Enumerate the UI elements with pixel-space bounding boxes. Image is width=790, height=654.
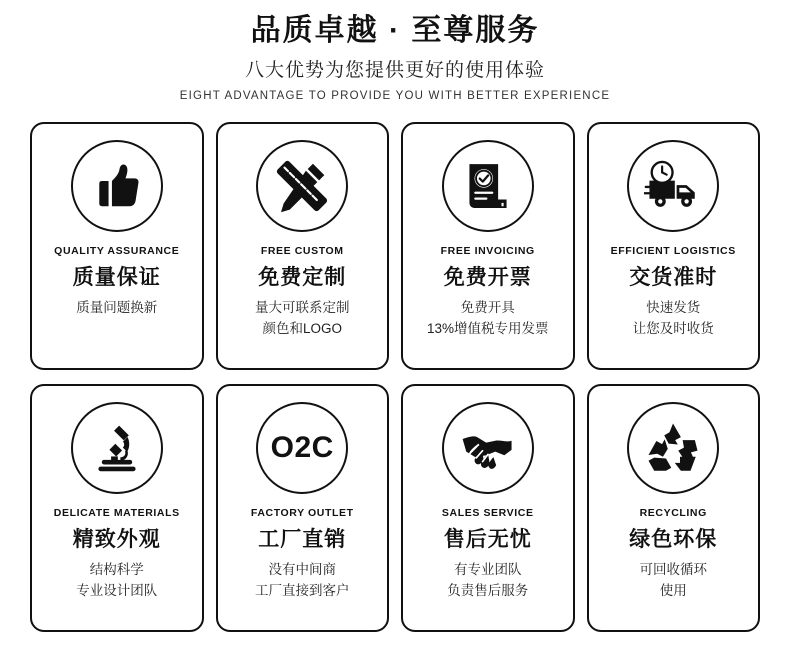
advantage-label-cn: 质量保证 xyxy=(72,265,161,289)
advantage-card-factory-outlet xyxy=(216,384,390,632)
advantage-description xyxy=(441,560,534,602)
advantage-description-line: 13%增值税专用发票 xyxy=(426,320,549,336)
advantage-label-cn: 精致外观 xyxy=(72,527,161,551)
advantage-description-line: 让您及时收货 xyxy=(632,320,714,336)
page-subtitle-english: EIGHT ADVANTAGE TO PROVIDE YOU WITH BETTER EXPERIENCE xyxy=(179,90,611,103)
advantage-description-line: 负责售后服务 xyxy=(447,582,529,598)
advantage-label-cn: 免费开票 xyxy=(443,265,532,289)
pencil-ruler-icon xyxy=(256,140,348,232)
advantage-card-free-invoicing xyxy=(401,122,575,370)
delivery-truck-clock-icon xyxy=(627,140,719,232)
advantage-description-line: 没有中间商 xyxy=(268,561,336,577)
advantage-card-sales-service xyxy=(401,384,575,632)
advantage-label-en: FREE CUSTOM xyxy=(260,245,344,258)
advantage-description-line: 快速发货 xyxy=(646,299,701,315)
advantage-label-en: DELICATE MATERIALS xyxy=(53,507,180,520)
advantage-card-quality-assurance xyxy=(30,122,204,370)
advantage-description-line: 结构科学 xyxy=(89,561,144,577)
advantage-description-line: 颜色和LOGO xyxy=(262,320,342,336)
advantages-grid xyxy=(0,122,790,632)
o2c-text-icon xyxy=(256,402,348,494)
page-subtitle: 八大优势为您提供更好的使用体验 xyxy=(244,59,545,81)
recycling-icon xyxy=(627,402,719,494)
advantage-label-en: SALES SERVICE xyxy=(441,507,534,520)
advantage-label-cn: 售后无忧 xyxy=(443,527,532,551)
advantage-description xyxy=(627,298,720,340)
advantage-description-line: 质量问题换新 xyxy=(76,299,158,315)
advantage-description-line: 使用 xyxy=(659,582,687,598)
advantage-card-recycling xyxy=(587,384,761,632)
advantage-card-delicate-materials xyxy=(30,384,204,632)
advantage-description xyxy=(70,298,163,319)
advantage-description-line: 量大可联系定制 xyxy=(255,299,350,315)
advantage-description xyxy=(249,298,356,340)
advantage-description xyxy=(249,560,356,602)
handshake-icon xyxy=(442,402,534,494)
advantage-label-cn: 免费定制 xyxy=(258,265,347,289)
poster-header xyxy=(0,0,790,104)
advantage-description-line: 工厂直接到客户 xyxy=(255,582,350,598)
invoice-check-icon xyxy=(442,140,534,232)
advantage-card-efficient-logistics xyxy=(587,122,761,370)
advantage-card-free-custom xyxy=(216,122,390,370)
advantage-description-line: 可回收循环 xyxy=(639,561,707,577)
advantage-description xyxy=(70,560,163,602)
advantage-label-cn: 工厂直销 xyxy=(258,527,347,551)
advantage-label-en: FACTORY OUTLET xyxy=(250,507,354,520)
advantage-label-en: QUALITY ASSURANCE xyxy=(54,245,180,258)
advantage-description-line: 专业设计团队 xyxy=(76,582,158,598)
advantage-description xyxy=(634,560,714,602)
advantage-label-cn: 交货准时 xyxy=(629,265,718,289)
advantage-description xyxy=(421,298,555,340)
advantage-label-cn: 绿色环保 xyxy=(629,527,718,551)
o2c-label: O2C xyxy=(270,431,334,465)
microscope-icon xyxy=(71,402,163,494)
advantage-label-en: RECYCLING xyxy=(639,507,707,520)
advantage-label-en: EFFICIENT LOGISTICS xyxy=(610,245,736,258)
advantage-description-line: 有专业团队 xyxy=(454,561,522,577)
page-title: 品质卓越 · 至尊服务 xyxy=(250,14,540,47)
thumbs-up-icon xyxy=(71,140,163,232)
advantage-label-en: FREE INVOICING xyxy=(440,245,535,258)
advantage-description-line: 免费开具 xyxy=(460,299,515,315)
